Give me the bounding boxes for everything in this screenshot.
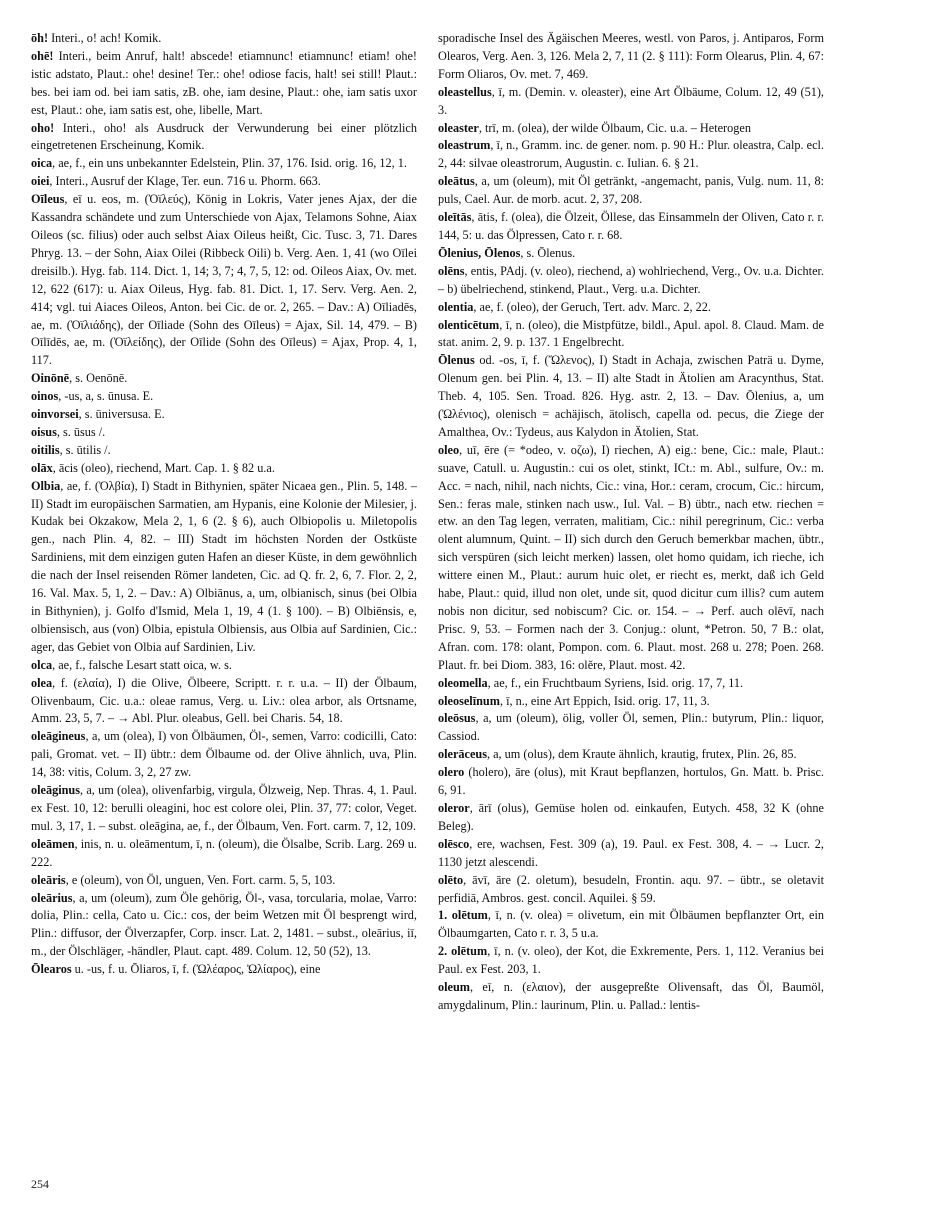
- page-number: 254: [31, 1177, 49, 1191]
- entry-text: , ī, n., eine Art Eppich, Isid. orig. 17, 11, 3.: [499, 693, 710, 708]
- entry-headword: oleītās: [438, 210, 472, 225]
- entry-headword: oleātus: [438, 174, 475, 189]
- dictionary-entry: [438, 120, 824, 138]
- entry-headword: Olbia: [31, 478, 61, 493]
- dictionary-entry: [438, 836, 824, 872]
- dictionary-entry: [31, 424, 417, 442]
- dictionary-entry: [438, 30, 824, 84]
- entry-headword: oica: [31, 156, 53, 171]
- entry-headword: oisus: [31, 424, 57, 439]
- dictionary-entry: [31, 173, 417, 191]
- entry-headword: Oinōnē: [31, 371, 70, 386]
- entry-text: sporadische Insel des Ägäischen Meeres, westl. von Paros, j. Antiparos, Form Olearos, Verg. Aen. 3, 126. Mela 2, 7, 11 (2. § 111): Form Olearus, Plin. 4, 67: Form Oliaros, Ov. met. 7, 469.: [438, 31, 824, 81]
- dictionary-entry: [31, 478, 417, 657]
- dictionary-entry: [31, 675, 417, 729]
- entry-headword: oleror: [438, 800, 470, 815]
- entry-headword: oleaster: [438, 120, 479, 135]
- entry-headword: oleāgineus: [31, 729, 86, 744]
- entry-text: , ae, f., falsche Lesart statt oica, w. s.: [52, 657, 232, 672]
- entry-text: , a, um (oleum), mit Öl getränkt, -angemacht, panis, Vulg. num. 11, 8: puls, Cael. Aur. de morb. acut. 2, 37, 208.: [438, 174, 824, 207]
- entry-headword: Ōlearos: [31, 962, 72, 977]
- entry-text: , -us, a, s. ūnusa. E.: [58, 389, 154, 404]
- entry-text: , ere, wachsen, Fest. 309 (a), 19. Paul. ex Fest. 308, 4. – → Lucr. 2, 1130 jetzt alescendi.: [438, 836, 824, 869]
- dictionary-entry: [438, 710, 824, 746]
- entry-text: , f. (ελαία), I) die Olive, Ölbeere, Scriptt. r. r. u.a. – II) der Ölbaum, Olivenbaum, Cic. u.a.: oleae ramus, Verg. u. Liv.: olea arbor, als Ortsname, Amm. 23, 5, 7. – → Abl. Plur. oleabus, Gell. bei Charis. 54, 18.: [31, 675, 417, 726]
- entry-headword: olca: [31, 657, 53, 672]
- entry-text: , entis, PAdj. (v. oleo), riechend, a) wohlriechend, Verg., Ov. u.a. Dichter. – b) übelriechend, stinkend, Plaut., Verg. u.a. Dichter.: [438, 263, 824, 296]
- dictionary-entry: [438, 317, 824, 353]
- dictionary-entry: [31, 890, 417, 962]
- entry-text: Interi., beim Anruf, halt! abscede! etiamnunc! etiamnunc! etiam! ohe! istic adstato, Plaut.: ohe! desine! Ter.: ohe! odiose facis, halt! sei still! Plaut.: bes. bei iam od. bei iam satis, zB. ohe, iam desine, Plaut.: ohe, iam satis uxor est, Plaut.: ohe, iam satis est, ohe, libelle, Mart.: [31, 48, 417, 117]
- dictionary-entry: [438, 872, 824, 908]
- entry-headword: olēns: [438, 263, 465, 278]
- entry-text: , s. ūniversusa. E.: [78, 407, 165, 422]
- entry-headword: oleāginus: [31, 783, 81, 798]
- entry-text: , a, um (oleum), zum Öle gehörig, Öl-, vasa, torcularia, molae, Varro: dolia, Plin.: cella, Cato u. Cic.: cos, der beim Wetzen mit Öl besprengt wird, Plin.: diffusor, der Ölverzapfer, Corp. inscr. Lat. 2, 1481. – subst., oleārius, iī, m., der Ölschläger, -händler, Plaut. capt. 489. Colum. 12, 50 (52), 13.: [31, 890, 417, 959]
- entry-headword: olāx: [31, 460, 53, 475]
- entry-text: , s. Oenōnē.: [69, 371, 128, 386]
- entry-headword: oleastrum: [438, 138, 491, 153]
- dictionary-entry: [31, 728, 417, 782]
- entry-headword: ohē!: [31, 48, 54, 63]
- dictionary-entry: [438, 299, 824, 317]
- dictionary-entry: [438, 764, 824, 800]
- entry-text: , trī, m. (olea), der wilde Ölbaum, Cic. u.a. – Heterogen: [478, 120, 751, 135]
- dictionary-entry: [438, 907, 824, 943]
- entry-text: , ae, f., ein uns unbekannter Edelstein, Plin. 37, 176. Isid. orig. 16, 12, 1.: [52, 156, 407, 171]
- entry-text: , uī, ēre (= *odeo, v. οζω), I) riechen, A) eig.: bene, Cic.: male, Plaut.: suave, Catull. u. Augustin.: cui os olet, stinkt, ICt.: m. Abl., sulfure, Ov.: m. Acc. = nach, nihil, nach nichts, Cic.: vina, Hor.: ceram, crocum, Cic.: hircum, Sen.: feras male, stinken nach usw., Iul. Val. – B) übtr., nach etw. riechen = etw. an den Tag legen, verraten, malitiam, Cic.: nihil peregrinum, Cic.: verba olent alumnum, Quint. – II) sich durch den Geruch bemerkbar machen, übtr., sich verspüren (sich leicht merken) lassen, olet homo quidam, ich rieche, ich wittere einen M., Plaut.: aurum huic olet, er riecht es, merkt, daß ich Geld habe, Plaut.: quid, illud non olet, unde sit, quod dicitur cum illis? cum autem nobis non dicitur, sed nobiscum? Cic. or. 154. – → Perf. auch olēvī, nach Prisc. 9, 53. – Formen nach der 3. Conjug.: olunt, *Petron. 50, 7 B.: olat, Afran. com. 178: olant, Pompon. com. 6. Plaut. most. 268 u. 278; Poen. 268. Plaut. fr. bei Diom. 383, 16: olěre, Plaut. most. 42.: [438, 442, 824, 672]
- entry-text: , inis, n. u. oleāmentum, ī, n. (oleum), die Ölsalbe, Scrib. Larg. 269 u. 222.: [31, 836, 417, 869]
- entry-headword: oho!: [31, 120, 55, 135]
- entry-headword: oleomella: [438, 675, 488, 690]
- dictionary-entry: [438, 263, 824, 299]
- entry-text: , ī, m. (Demin. v. oleaster), eine Art Ölbäume, Colum. 12, 49 (51), 3.: [438, 84, 824, 117]
- entry-text: , e (oleum), von Öl, unguen, Ven. Fort. carm. 5, 5, 103.: [65, 872, 336, 887]
- entry-headword: oleārius: [31, 890, 73, 905]
- entry-headword: 2. olētum: [438, 944, 488, 959]
- entry-headword: Ōlenius, Ōlenos: [438, 245, 521, 260]
- entry-headword: Oīleus: [31, 192, 65, 207]
- dictionary-entry: [31, 442, 417, 460]
- dictionary-entry: [438, 943, 824, 979]
- entry-headword: oleāris: [31, 872, 66, 887]
- entry-text: , a, um (olea), I) von Ölbäumen, Öl-, semen, Varro: codicilli, Cato: pali, Gromat. vet. – II) übtr.: dem Ölbaume od. der Olive ähnlich, uva, Plin. 14, 38: vitis, Colum. 3, 2, 27 zw.: [31, 729, 417, 780]
- entry-text: , a, um (oleum), ölig, voller Öl, semen, Plin.: butyrum, Plin.: liquor, Cassiod.: [438, 711, 824, 744]
- dictionary-entry: [31, 872, 417, 890]
- entry-text: , Interi., Ausruf der Klage, Ter. eun. 716 u. Phorm. 663.: [49, 174, 321, 189]
- entry-text: , ātis, f. (olea), die Ölzeit, Öllese, das Einsammeln der Oliven, Cato r. r. 144, 5: u. das Ölpressen, Cato r. r. 68.: [438, 210, 824, 242]
- dictionary-entry: [31, 961, 417, 979]
- entry-headword: Ōlenus: [438, 353, 475, 368]
- dictionary-entry: [438, 800, 824, 836]
- entry-text: , ī, n., Gramm. inc. de gener. nom. p. 90 H.: Plur. oleastra, Calp. ecl. 2, 44: silvae oleastrorum, Augustin. c. Iulian. 6. § 21.: [438, 138, 824, 171]
- dictionary-entry: [438, 352, 824, 442]
- entry-headword: olēsco: [438, 836, 470, 851]
- dictionary-entry: [31, 406, 417, 424]
- entry-headword: oiei: [31, 174, 50, 189]
- entry-text: , s. ūsus /.: [56, 424, 106, 439]
- entry-text: , ae, f., ein Fruchtbaum Syriens, Isid. orig. 17, 7, 11.: [487, 675, 744, 690]
- dictionary-entry: [438, 675, 824, 693]
- dictionary-entry: [31, 120, 417, 156]
- dictionary-entry: [31, 388, 417, 406]
- dictionary-entry: [438, 173, 824, 209]
- entry-headword: oleōsus: [438, 711, 476, 726]
- dictionary-entry: [31, 191, 417, 370]
- dictionary-entry: [438, 746, 824, 764]
- dictionary-entry: [438, 137, 824, 173]
- entry-headword: olentia: [438, 299, 474, 314]
- entry-headword: olero: [438, 765, 465, 780]
- entry-headword: oleastellus: [438, 84, 492, 99]
- entry-text: od. -os, ī, f. (Ὤλενος), I) Stadt in Achaja, zwischen Paträ u. Dyme, Olenum gen. bei Plin. 4, 13. – II) alte Stadt in Ätolien am Aracynthus, Stat. Theb. 4, 105. Sen. Troad. 826. Hyg. astr. 2, 13. – Dav. Ōlenius, a, um (Ὠλένιος), olenisch = achäjisch, ätolisch, capella od. pecus, die Ziege der Amalthea, Ov.: Tydeus, aus Kalydon in Ätolien, Stat.: [438, 353, 824, 439]
- left-column: [31, 30, 417, 979]
- right-column: [438, 30, 824, 1015]
- entry-text: , s. ūtilis /.: [59, 442, 111, 457]
- dictionary-entry: [31, 460, 417, 478]
- entry-headword: oinos: [31, 389, 59, 404]
- dictionary-entry: [438, 245, 824, 263]
- entry-text: , ī, n. (v. olea) = olivetum, ein mit Ölbäumen bepflanzter Ort, ein Ölbaumgarten, Cato r. r. 3, 5 u.a.: [438, 908, 825, 941]
- dictionary-entry: [31, 30, 417, 48]
- entry-text: (holero), āre (olus), mit Kraut bepflanzen, hortulos, Gn. Matt. b. Prisc. 6, 91.: [438, 765, 824, 798]
- dictionary-entry: [438, 693, 824, 711]
- entry-text: Interi., o! ach! Komik.: [48, 31, 162, 45]
- entry-text: , ī, n. (oleo), die Mistpfütze, bildl., Apul. apol. 8. Claud. Mam. de stat. anim. 2, 9. p. 137. 1 Engelbrecht.: [438, 317, 824, 350]
- entry-headword: ōh!: [31, 31, 49, 45]
- dictionary-entry: [438, 442, 824, 675]
- dictionary-entry: [31, 657, 417, 675]
- entry-headword: 1. olētum: [438, 908, 488, 923]
- entry-text: , ae, f. (Ὀλβία), I) Stadt in Bithynien, später Nicaea gen., Plin. 5, 148. – II) Stadt im europäischen Sarmatien, am Hypanis, eine Kolonie der Milesier, j. Kudak bei Okzakow, Mela 2, 1, 6 (2. § 6), auch Olbiopolis u. Miletopolis gen., nach Plin. 4, 82. – III) Stadt im höchsten Norden der Ostküste Sardiniens, mit dem einzigen guten Hafen an dieser Küste, in dem gewöhnlich die nach der Insel reisenden Römer landeten, Cic. ad Q. fr. 2, 6, 7. Flor. 2, 2, 16. Val. Max. 5, 1, 2. – Dav.: A) Olbiānus, a, um, olbianisch, sinus (bei Olbia in Bithynien), j. Golfo d'Ismid, Mela 1, 19, 4 (1. § 100). – B) Olbiēnsis, e, olbiensisch, aus (von) Olbia, epistula Olbiensis, aus Olbia auf Sardinien, Cic.: ager, das Gebiet von Olbia auf Sardinien, Liv.: [31, 478, 417, 654]
- entry-text: , a, um (olea), olivenfarbig, virgula, Ölzweig, Nep. Thras. 4, 1. Paul. ex Fest. 10, 12: berulli oleagini, hoc est colore olei, Plin. 37, 77: color, Veget. mul. 3, 17, 1. – subst. oleāgina, ae, f., der Ölbaum, Ven. Fort. carm. 7, 12, 109.: [31, 783, 417, 833]
- entry-headword: oleum: [438, 980, 470, 995]
- entry-text: , eī, n. (ελαιον), der ausgepreßte Olivensaft, das Öl, Baumöl, amygdalinum, Plin.: laurinum, Plin. u. Pallad.: lentis-: [438, 980, 824, 1012]
- dictionary-entry: [438, 209, 824, 245]
- entry-text: , āvī, āre (2. oletum), besudeln, Frontin. aqu. 97. – übtr., se oletavit perfidiā, Ambros. gest. concil. Aquilei. § 59.: [438, 872, 824, 905]
- entry-headword: oleāmen: [31, 836, 75, 851]
- entry-headword: olēto: [438, 872, 464, 887]
- entry-text: Interi., oho! als Ausdruck der Verwunderung bei einer plötzlich eingetretenen Erscheinung, Komik.: [31, 120, 417, 153]
- dictionary-entry: [31, 370, 417, 388]
- entry-text: , a, um (olus), dem Kraute ähnlich, krautig, frutex, Plin. 26, 85.: [486, 747, 797, 762]
- entry-text: , ārī (olus), Gemüse holen od. einkaufen, Eutych. 458, 32 K (ohne Beleg).: [438, 800, 824, 833]
- entry-headword: olerāceus: [438, 747, 487, 762]
- entry-text: , ae, f. (oleo), der Geruch, Tert. adv. Marc. 2, 22.: [473, 299, 711, 314]
- entry-headword: olea: [31, 675, 53, 690]
- dictionary-entry: [31, 48, 417, 120]
- dictionary-entry: [438, 979, 824, 1015]
- entry-text: u. -us, f. u. Ōliaros, ī, f. (Ὠλέαρος, Ὠλίαρος), eine: [71, 962, 321, 977]
- entry-headword: oitilis: [31, 442, 60, 457]
- entry-text: , s. Ōlenus.: [520, 245, 576, 260]
- dictionary-entry: [438, 84, 824, 120]
- dictionary-entry: [31, 782, 417, 836]
- dictionary-entry: [31, 155, 417, 173]
- dictionary-entry: [31, 836, 417, 872]
- entry-headword: oinvorsei: [31, 407, 79, 422]
- entry-headword: oleo: [438, 442, 460, 457]
- entry-text: , ācis (oleo), riechend, Mart. Cap. 1. § 82 u.a.: [52, 460, 275, 475]
- entry-headword: oleoselīnum: [438, 693, 500, 708]
- entry-text: , ī, n. (v. oleo), der Kot, die Exkremente, Pers. 1, 112. Veranius bei Paul. ex Fest. 203, 1.: [438, 944, 824, 977]
- entry-text: , eī u. eos, m. (Ὀϊλεύς), König in Lokris, Vater jenes Ajax, der die Kassandra schändete und zum Unterschiede von Ajax, Telamons Sohne, Aiax Oileos (sc. filius) oder auch selbst Aiax Oileus heißt, Cic. Tusc. 3, 71. Dares Phryg. 13. – der Sohn, Aiax Oilei (Ribbeck Oili) b. Verg. Aen. 1, 41 (wo Oīlei dreisilb.). Hyg. fab. 114. Dict. 1, 14; 3, 7; 4, 7, 5, 12: od. Oileos Aiax, Ov. met. 12, 622 (617): u. Aiax Oileus, Hyg. fab. 81. Dict. 1, 17. Serv. Verg. Aen. 2, 414; vgl. tui Aiaces Oileos, Anton. bei Cic. de or. 2, 265. – Dav.: A) Oīliadēs, ae, m. (Ὀϊλιάδης), der Oīliade (Sohn des Oīleus) = Ajax, Sil. 14, 479. – B) Oīlīdēs, ae, m. (Ὀϊλείδης), der Oīlide (Sohn des Oīleus) = Ajax, Prop. 4, 1, 117.: [31, 192, 417, 368]
- entry-headword: olenticētum: [438, 317, 500, 332]
